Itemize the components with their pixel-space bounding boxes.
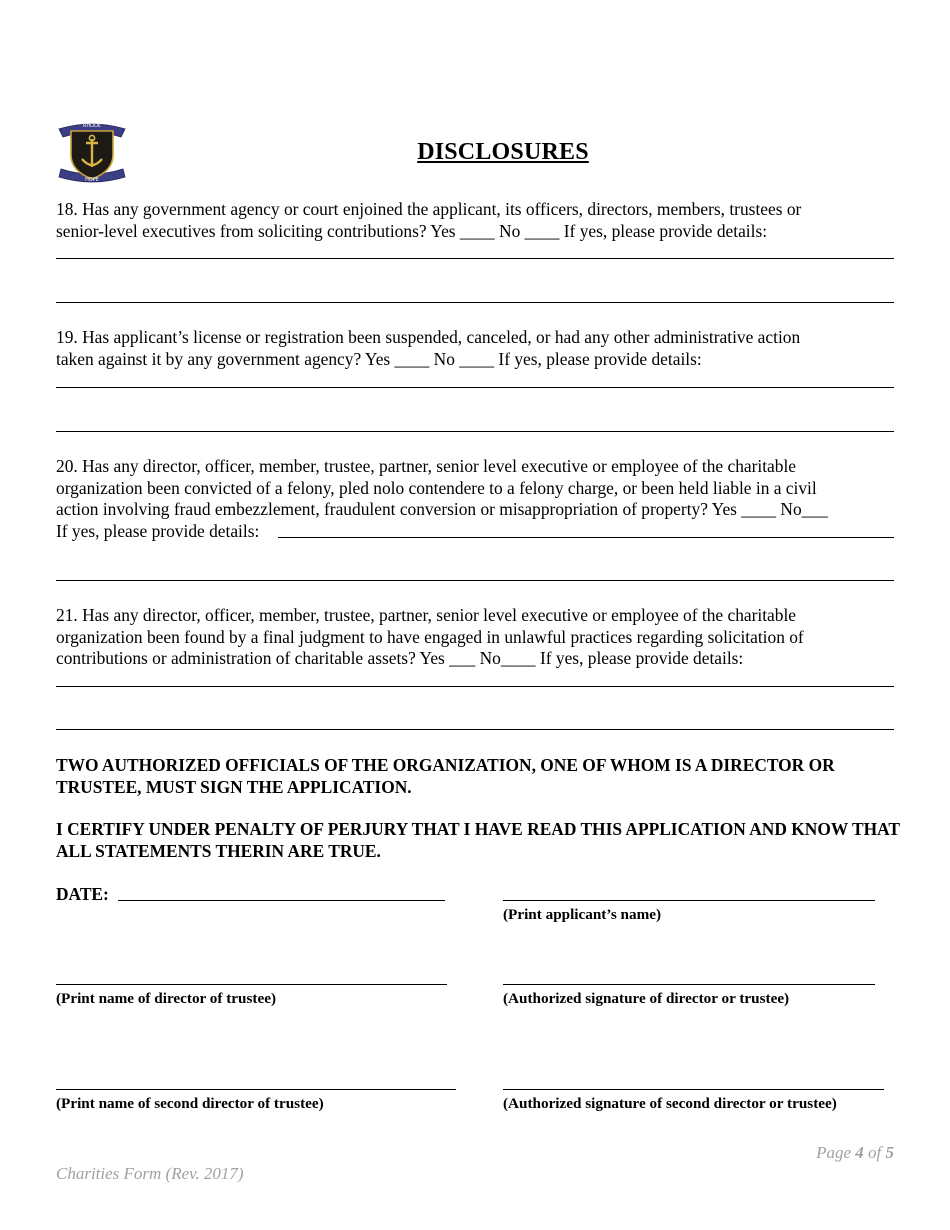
question-text: organization been found by a final judgment to have engaged in unlawful practices regarding solicitation of — [56, 626, 804, 647]
certify-statement: I CERTIFY UNDER PENALTY OF PERJURY THAT I HAVE READ THIS APPLICATION AND KNOW THAT ALL STATEMENTS THERIN ARE TRUE. — [56, 819, 900, 861]
applicant-name-field[interactable] — [503, 900, 875, 901]
director-name-field[interactable] — [56, 984, 447, 985]
question-text: organization been convicted of a felony, pled nolo contendere to a felony charge, or been held liable in a civil — [56, 477, 817, 498]
answer-line-19b[interactable] — [56, 431, 894, 432]
second-director-name-field[interactable] — [56, 1089, 456, 1090]
question-text: 21. Has any director, officer, member, trustee, partner, senior level executive or employee of the charitable — [56, 605, 797, 625]
answer-line-18b[interactable] — [56, 302, 894, 303]
page-title: DISCLOSURES — [417, 139, 589, 165]
answer-line-19a[interactable] — [56, 387, 894, 388]
page-number: Page 4 of 5 — [816, 1143, 894, 1162]
answer-line-21a[interactable] — [56, 686, 894, 687]
answer-line-18a[interactable] — [56, 258, 894, 259]
director-name-label: (Print name of director of trustee) — [56, 990, 277, 1007]
form-revision-label: Charities Form (Rev. 2017) — [56, 1164, 244, 1183]
date-field[interactable] — [118, 900, 445, 901]
question-text: If yes, please provide details: — [56, 520, 260, 541]
applicant-name-label: (Print applicant’s name) — [503, 906, 662, 923]
question-text: 18. Has any government agency or court enjoined the applicant, its officers, directors, members, trustees or — [56, 199, 802, 219]
answer-line-20a[interactable] — [278, 537, 894, 538]
question-21 — [56, 605, 906, 670]
question-text: senior-level executives from soliciting contributions? Yes ____ No ____ If yes, please provide details: — [56, 220, 768, 241]
question-text: taken against it by any government agency? Yes ____ No ____ If yes, please provide details: — [56, 348, 702, 369]
second-director-signature-field[interactable] — [503, 1089, 884, 1090]
question-text: action involving fraud embezzlement, fraudulent conversion or misappropriation of property? Yes ____ No___ — [56, 499, 828, 519]
director-signature-label: (Authorized signature of director or trustee) — [503, 990, 790, 1007]
svg-text:RHODE: RHODE — [82, 123, 102, 129]
director-signature-field[interactable] — [503, 984, 875, 985]
question-20 — [56, 456, 906, 542]
officials-statement: TWO AUTHORIZED OFFICIALS OF THE ORGANIZATION, ONE OF WHOM IS A DIRECTOR OR TRUSTEE, MUST SIGN THE APPLICATION. — [56, 755, 835, 797]
question-text: 20. Has any director, officer, member, trustee, partner, senior level executive or employee of the charitable — [56, 456, 797, 476]
answer-line-20b[interactable] — [56, 580, 894, 581]
second-director-name-label: (Print name of second director of trustee) — [56, 1095, 324, 1112]
question-text: 19. Has applicant’s license or registration been suspended, canceled, or had any other administrative action — [56, 327, 801, 347]
answer-line-21b[interactable] — [56, 729, 894, 730]
second-director-signature-label: (Authorized signature of second director or trustee) — [503, 1095, 837, 1112]
svg-text:HOPE: HOPE — [85, 177, 99, 183]
date-label: DATE: — [56, 884, 109, 904]
question-18 — [56, 199, 906, 242]
question-text: contributions or administration of charitable assets? Yes ___ No____ If yes, please provide details: — [56, 648, 744, 668]
question-19 — [56, 327, 906, 370]
